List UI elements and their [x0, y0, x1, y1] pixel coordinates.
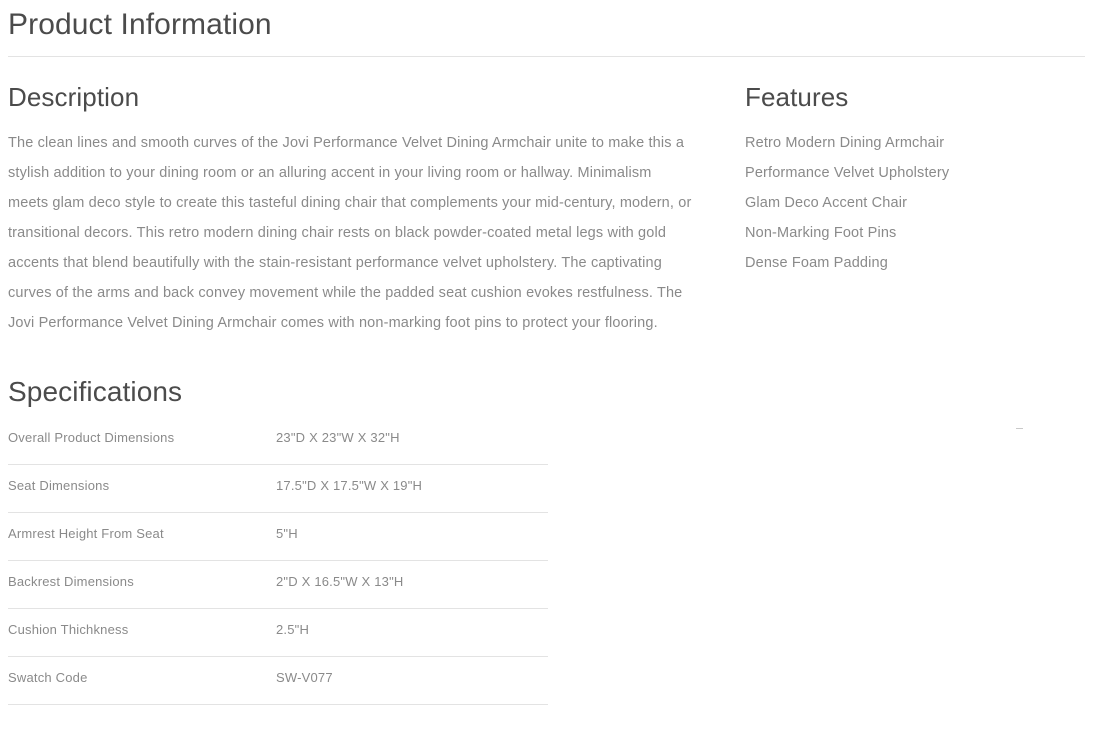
list-item: Performance Velvet Upholstery	[745, 165, 950, 182]
spec-value: 2"D X 16.5"W X 13"H	[276, 560, 548, 608]
spec-label: Swatch Code	[8, 656, 276, 704]
spec-value: 23"D X 23"W X 32"H	[276, 416, 548, 464]
content-columns	[0, 57, 1093, 339]
features-list	[745, 128, 1080, 278]
description-body: The clean lines and smooth curves of the Jovi Performance Velvet Dining Armchair unite to make this a stylish addition to your dining room or an alluring accent in your living room or hallway. Minimalism meets glam deco style to create this tasteful dining chair that complements your mid-century, modern, or transitional decors. This retro modern dining chair rests on black powder-coated metal legs with gold accents that blend beautifully with the stain-resistant performance velvet upholstery. The captivating curves of the arms and back convey movement while the padded seat cushion evokes restfulness. The Jovi Performance Velvet Dining Armchair comes with non-marking foot pins to protect your flooring.	[8, 135, 692, 332]
list-item: Retro Modern Dining Armchair	[745, 135, 945, 152]
list-item: Dense Foam Padding	[745, 255, 888, 272]
table-row	[8, 416, 548, 464]
spec-label: Overall Product Dimensions	[8, 416, 276, 464]
spec-value: SW-V077	[276, 656, 548, 704]
table-row	[8, 608, 548, 656]
stray-dash-mark	[1016, 428, 1023, 429]
features-column	[700, 57, 1080, 279]
table-row	[8, 560, 548, 608]
spec-value: 2.5"H	[276, 608, 548, 656]
list-item: Glam Deco Accent Chair	[745, 195, 908, 212]
spec-label: Backrest Dimensions	[8, 560, 276, 608]
table-row	[8, 464, 548, 512]
description-heading: Description	[8, 81, 140, 112]
spec-label: Cushion Thichkness	[8, 608, 276, 656]
features-heading: Features	[745, 81, 849, 112]
page-title: Product Information	[8, 8, 272, 41]
spec-value: 17.5"D X 17.5"W X 19"H	[276, 464, 548, 512]
specifications-table	[8, 416, 548, 705]
table-row	[8, 656, 548, 704]
description-column	[0, 57, 700, 339]
spec-label: Armrest Height From Seat	[8, 512, 276, 560]
spec-value: 5"H	[276, 512, 548, 560]
table-row	[8, 512, 548, 560]
specifications-heading: Specifications	[8, 376, 183, 408]
spec-label: Seat Dimensions	[8, 464, 276, 512]
specifications-section	[0, 376, 1093, 705]
list-item: Non-Marking Foot Pins	[745, 225, 897, 242]
